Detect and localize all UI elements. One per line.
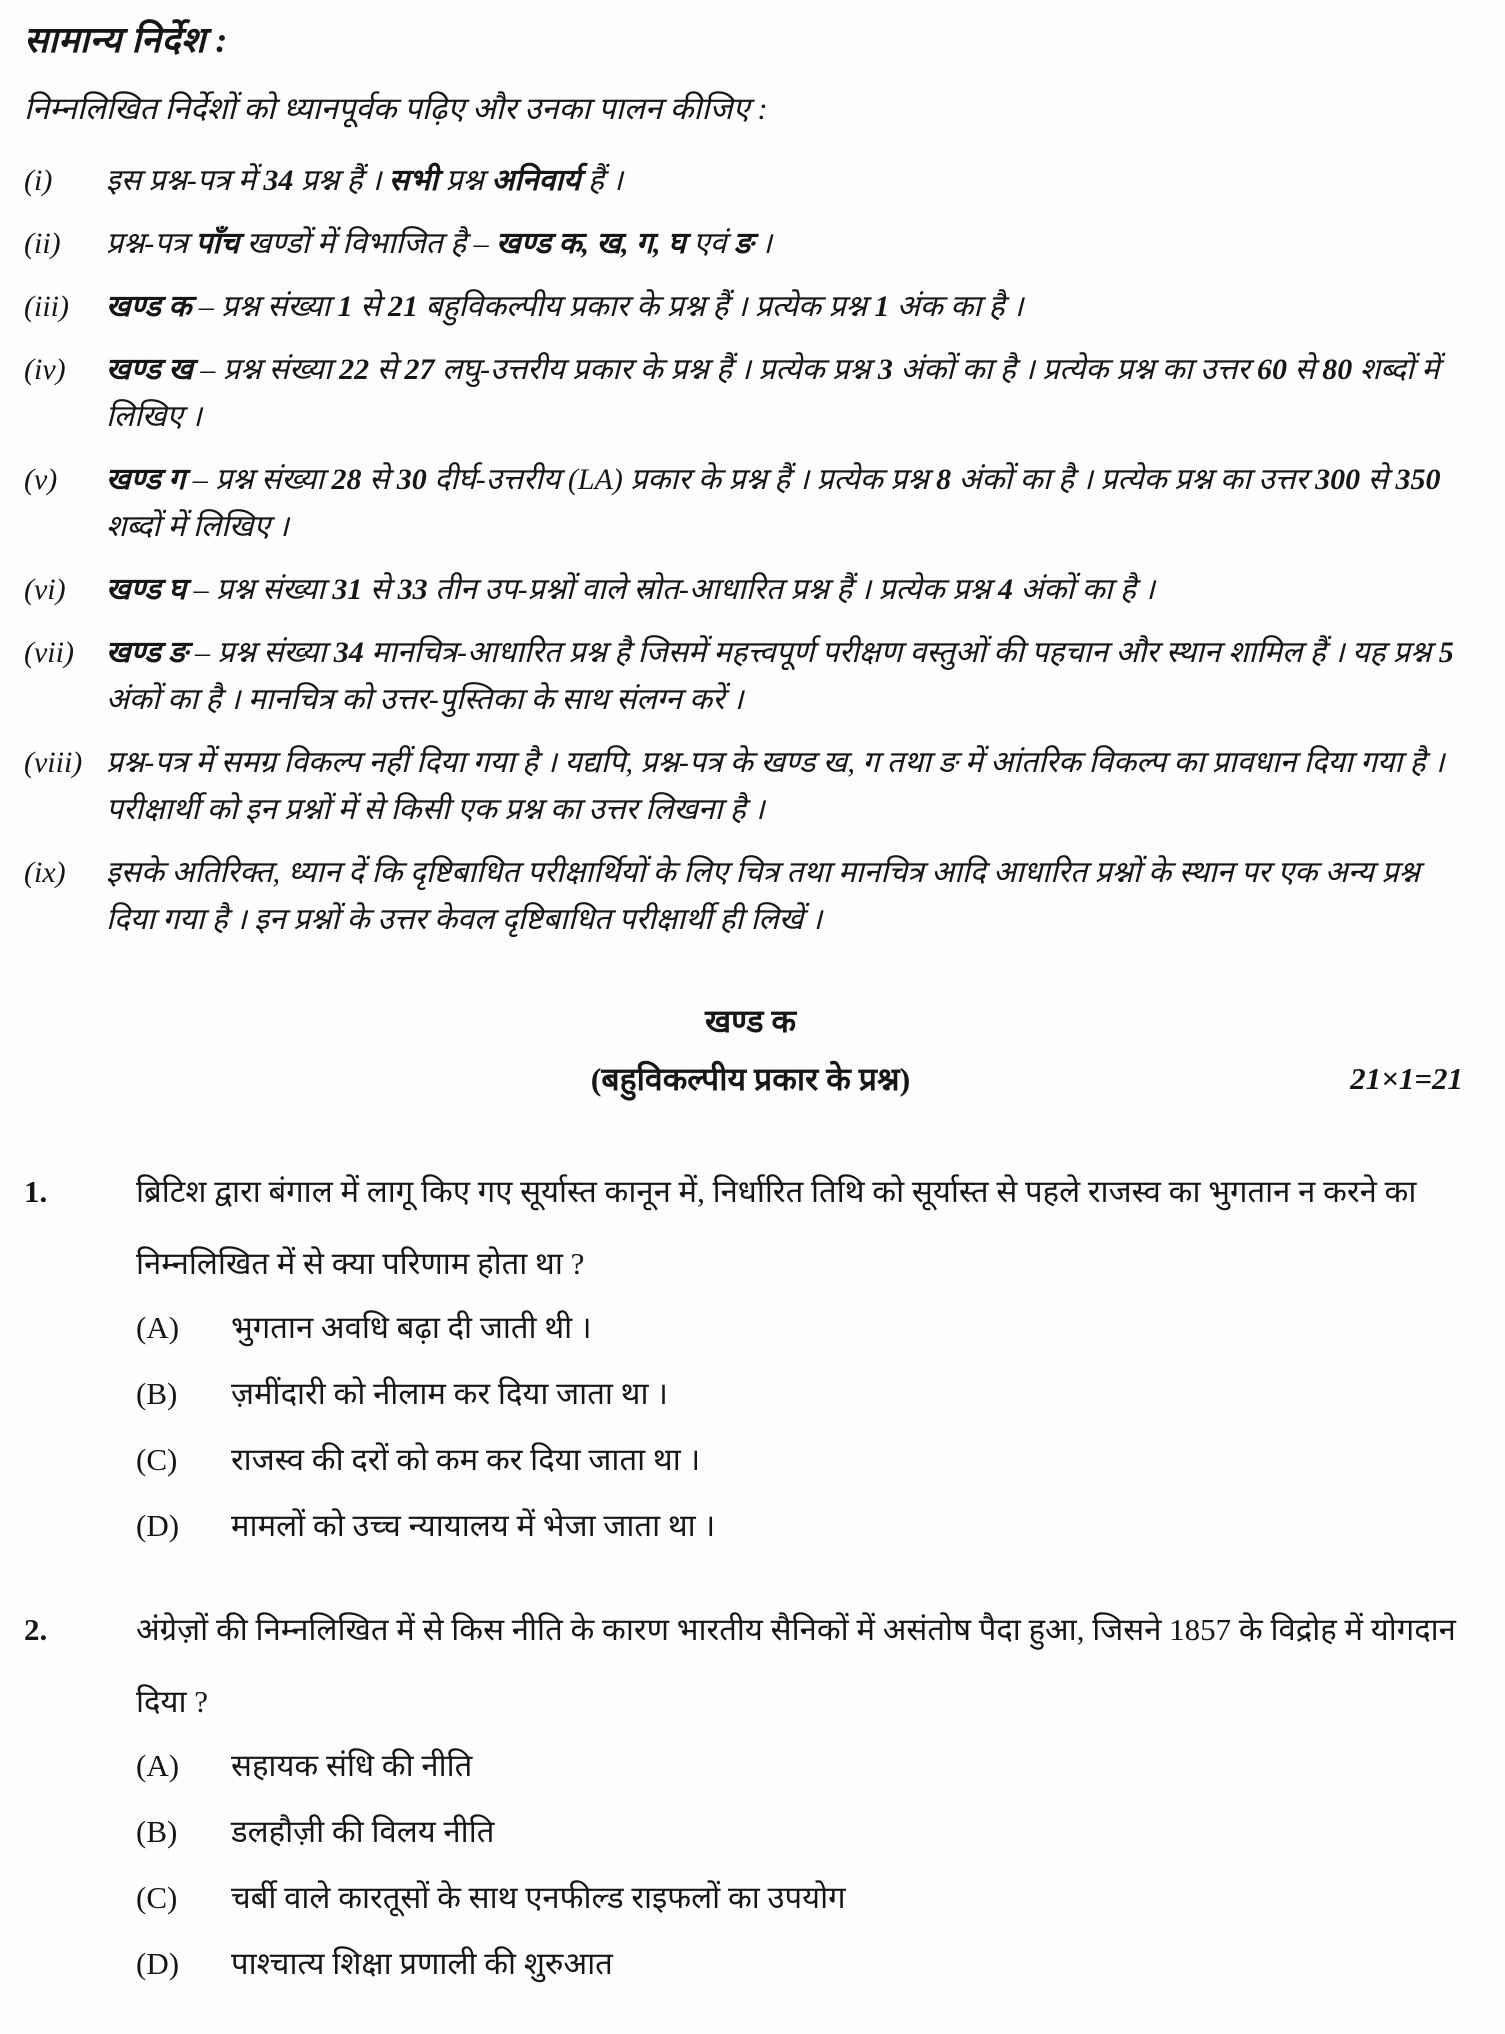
- instruction-text: प्रश्न-पत्र में समग्र विकल्प नहीं दिया गया है । यद्यपि, प्रश्न-पत्र के खण्ड ख, ग तथा ङ में आंतरिक विकल्प का प्रावधान दिया गया है । परीक्षार्थी को इन प्रश्नों में से किसी एक प्रश्न का उत्तर लिखना है ।: [106, 746, 1445, 826]
- question-body: [136, 1156, 1477, 1568]
- option-label: (A): [136, 1310, 180, 1345]
- instruction-item-iv: [24, 346, 1477, 440]
- instruction-number: (ix): [24, 856, 66, 889]
- question-body: [136, 1594, 1477, 2006]
- option-text: भुगतान अवधि बढ़ा दी जाती थी ।: [231, 1310, 592, 1345]
- option-row-C: [136, 1436, 1477, 1483]
- instruction-text: प्रश्न-पत्र पाँच खण्डों में विभाजित है – खण्ड क, ख, ग, घ एवं ङ ।: [106, 227, 772, 260]
- option-label: (D): [136, 1508, 180, 1543]
- options-list: [136, 1742, 1477, 1987]
- instruction-item-v: [24, 456, 1477, 550]
- instruction-item-iii: [24, 283, 1477, 330]
- instruction-number: (i): [24, 164, 53, 197]
- instruction-number: (iii): [24, 290, 69, 323]
- option-label: (B): [136, 1814, 178, 1849]
- option-row-C: [136, 1874, 1477, 1921]
- option-label: (C): [136, 1880, 178, 1915]
- instruction-number: (viii): [24, 746, 83, 779]
- section-subtitle: (बहुविकल्पीय प्रकार के प्रश्न): [590, 1061, 911, 1097]
- option-row-D: [136, 1940, 1477, 1987]
- section-subtitle-row: [24, 1056, 1477, 1102]
- question-block-1: [24, 1156, 1477, 1568]
- instruction-text: इस प्रश्न-पत्र में 34 प्रश्न हैं । सभी प्रश्न अनिवार्य हैं ।: [106, 164, 623, 197]
- instruction-item-ix: [24, 849, 1477, 943]
- instruction-item-vi: [24, 566, 1477, 613]
- option-text: ज़मींदारी को नीलाम कर दिया जाता था ।: [231, 1376, 668, 1411]
- section-marks: 21×1=21: [1350, 1061, 1463, 1096]
- option-row-A: [136, 1304, 1477, 1351]
- option-text: सहायक संधि की नीति: [231, 1748, 473, 1783]
- instruction-number: (v): [24, 463, 58, 496]
- instruction-number: (vi): [24, 573, 66, 606]
- instruction-text: खण्ड घ – प्रश्न संख्या 31 से 33 तीन उप-प्रश्नों वाले स्रोत-आधारित प्रश्न हैं । प्रत्येक प्रश्न 4 अंकों का है ।: [106, 573, 1155, 606]
- question-block-2: [24, 1594, 1477, 2006]
- option-text: पाश्चात्य शिक्षा प्रणाली की शुरुआत: [231, 1946, 613, 1981]
- option-label: (B): [136, 1376, 178, 1411]
- question-number: 1.: [24, 1174, 48, 1209]
- instruction-number: (vii): [24, 636, 74, 669]
- instruction-item-i: [24, 157, 1477, 204]
- option-text: मामलों को उच्च न्यायालय में भेजा जाता था ।: [231, 1508, 716, 1543]
- instruction-text: खण्ड ख – प्रश्न संख्या 22 से 27 लघु-उत्तरीय प्रकार के प्रश्न हैं । प्रत्येक प्रश्न 3 अंकों का है । प्रत्येक प्रश्न का उत्तर 60 से 80 शब्दों में लिखिए ।: [106, 353, 1440, 433]
- question-number: 2.: [24, 1612, 48, 1647]
- option-text: राजस्व की दरों को कम कर दिया जाता था ।: [231, 1442, 701, 1477]
- questions-list: [24, 1156, 1477, 2006]
- instruction-item-vii: [24, 629, 1477, 723]
- section-title: खण्ड क: [704, 1003, 797, 1039]
- instruction-text: खण्ड क – प्रश्न संख्या 1 से 21 बहुविकल्पीय प्रकार के प्रश्न हैं । प्रत्येक प्रश्न 1 अंक का है ।: [106, 290, 1024, 323]
- instruction-item-ii: [24, 220, 1477, 267]
- option-text: चर्बी वाले कारतूसों के साथ एनफील्ड राइफलों का उपयोग: [231, 1880, 846, 1915]
- option-row-B: [136, 1808, 1477, 1855]
- question-text: ब्रिटिश द्वारा बंगाल में लागू किए गए सूर्यास्त कानून में, निर्धारित तिथि को सूर्यास्त से पहले राजस्व का भुगतान न करने का निम्नलिखित में से क्या परिणाम होता था ?: [136, 1174, 1417, 1281]
- instruction-item-viii: [24, 739, 1477, 833]
- general-instructions-title: सामान्य निर्देश :: [24, 20, 228, 60]
- question-text: अंग्रेज़ों की निम्नलिखित में से किस नीति के कारण भारतीय सैनिकों में असंतोष पैदा हुआ, जिसने 1857 के विद्रोह में योगदान दिया ?: [136, 1612, 1456, 1719]
- options-list: [136, 1304, 1477, 1549]
- option-row-D: [136, 1502, 1477, 1549]
- instruction-number: (ii): [24, 227, 61, 260]
- option-label: (C): [136, 1442, 178, 1477]
- option-label: (D): [136, 1946, 180, 1981]
- instruction-text: इसके अतिरिक्त, ध्यान दें कि दृष्टिबाधित परीक्षार्थियों के लिए चित्र तथा मानचित्र आदि आधारित प्रश्नों के स्थान पर एक अन्य प्रश्न दिया गया है । इन प्रश्नों के उत्तर केवल दृष्टिबाधित परीक्षार्थी ही लिखें ।: [106, 856, 1420, 936]
- instruction-text: खण्ड ग – प्रश्न संख्या 28 से 30 दीर्घ-उत्तरीय (LA) प्रकार के प्रश्न हैं । प्रत्येक प्रश्न 8 अंकों का है । प्रत्येक प्रश्न का उत्तर 300 से 350 शब्दों में लिखिए ।: [106, 463, 1441, 543]
- option-label: (A): [136, 1748, 180, 1783]
- option-text: डलहौज़ी की विलय नीति: [231, 1814, 495, 1849]
- instruction-number: (iv): [24, 353, 66, 386]
- option-row-A: [136, 1742, 1477, 1789]
- instruction-text: खण्ड ङ – प्रश्न संख्या 34 मानचित्र-आधारित प्रश्न है जिसमें महत्त्वपूर्ण परीक्षण वस्तुओं की पहचान और स्थान शामिल हैं । यह प्रश्न 5 अंकों का है । मानचित्र को उत्तर-पुस्तिका के साथ संलग्न करें ।: [106, 636, 1454, 716]
- instructions-list: [24, 157, 1477, 943]
- instructions-intro: निम्नलिखित निर्देशों को ध्यानपूर्वक पढ़िए और उनका पालन कीजिए :: [24, 91, 768, 126]
- option-row-B: [136, 1370, 1477, 1417]
